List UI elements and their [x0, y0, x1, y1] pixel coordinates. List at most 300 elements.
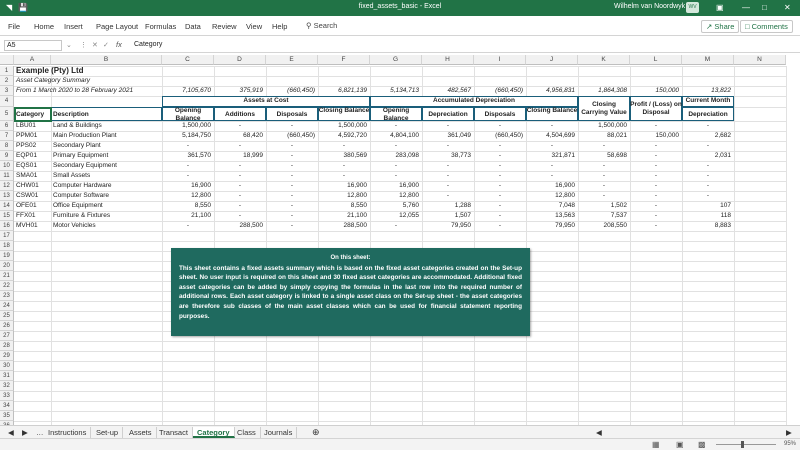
page-break-view-icon[interactable]: ▩ [698, 440, 706, 449]
category-code[interactable]: PPS02 [16, 142, 37, 149]
total-cell: 5,134,713 [390, 87, 419, 94]
tab-home[interactable]: Home [34, 22, 55, 31]
value-cell[interactable]: 1,500,000 [338, 122, 367, 129]
value-cell[interactable]: - [290, 182, 294, 189]
value-cell[interactable]: 79,950 [451, 222, 471, 229]
value-cell[interactable]: - [498, 212, 502, 219]
note-title: On this sheet: [330, 255, 371, 261]
value-cell[interactable]: 107 [720, 202, 731, 209]
column-title: Disposals [276, 111, 308, 118]
value-cell[interactable]: - [290, 192, 294, 199]
value-cell[interactable]: - [654, 172, 658, 179]
row-header[interactable]: 9 [0, 151, 14, 161]
column-header[interactable]: A [14, 55, 51, 65]
row-header[interactable]: 4 [0, 96, 14, 107]
row-header[interactable]: 7 [0, 131, 14, 141]
tab-file[interactable]: File [8, 22, 21, 31]
column-title: Closing Balance [526, 107, 578, 114]
category-description[interactable]: Secondary Equipment [53, 162, 117, 169]
value-cell[interactable]: - [654, 212, 658, 219]
column-title: Depreciation [688, 111, 728, 118]
value-cell[interactable]: - [446, 172, 450, 179]
value-cell[interactable]: 380,569 [343, 152, 367, 159]
more-sheets-icon[interactable]: … [36, 428, 44, 437]
column-header[interactable]: E [266, 55, 318, 65]
category-code[interactable]: FFX01 [16, 212, 36, 219]
value-cell[interactable]: 2,682 [714, 132, 731, 139]
value-cell[interactable]: 58,698 [607, 152, 627, 159]
value-cell[interactable]: - [550, 162, 554, 169]
value-cell[interactable]: 208,550 [603, 222, 627, 229]
total-cell: (660,450) [495, 87, 523, 94]
value-cell[interactable]: 38,773 [451, 152, 471, 159]
column-title: Additions [225, 111, 255, 118]
value-cell[interactable]: - [654, 202, 658, 209]
row-header[interactable]: 13 [0, 191, 14, 201]
value-cell[interactable]: - [238, 122, 242, 129]
value-cell[interactable]: 8,550 [194, 202, 211, 209]
value-cell[interactable]: - [446, 142, 450, 149]
value-cell[interactable]: - [238, 172, 242, 179]
value-cell[interactable]: - [706, 162, 710, 169]
category-code[interactable]: CSW01 [16, 192, 39, 199]
value-cell[interactable]: 7,048 [558, 202, 575, 209]
value-cell[interactable]: - [290, 172, 294, 179]
zoom-slider-thumb[interactable] [741, 441, 744, 448]
row-header[interactable]: 17 [0, 231, 14, 241]
tab-view[interactable]: View [246, 22, 263, 31]
value-cell[interactable]: 18,999 [243, 152, 263, 159]
comments-button[interactable] [740, 20, 793, 33]
value-cell[interactable]: 16,900 [347, 182, 367, 189]
value-cell[interactable]: 5,184,750 [182, 132, 211, 139]
tab-journals[interactable]: Journals [260, 427, 297, 438]
value-cell[interactable]: 1,500,000 [182, 122, 211, 129]
value-cell[interactable]: - [290, 202, 294, 209]
value-cell[interactable]: - [550, 142, 554, 149]
value-cell[interactable]: 4,504,699 [546, 132, 575, 139]
value-cell[interactable]: - [498, 122, 502, 129]
tab-instructions[interactable]: Instructions [44, 427, 91, 438]
row-header[interactable]: 35 [0, 411, 14, 421]
row-header[interactable]: 2 [0, 76, 14, 86]
value-cell[interactable]: - [342, 142, 346, 149]
row-header[interactable]: 14 [0, 201, 14, 211]
tab-page-layout[interactable]: Page Layout [96, 22, 139, 31]
value-cell[interactable]: - [498, 222, 502, 229]
value-cell[interactable]: 321,871 [551, 152, 575, 159]
total-cell: 4,956,831 [546, 87, 575, 94]
column-header[interactable]: J [526, 55, 578, 65]
value-cell[interactable]: - [550, 122, 554, 129]
note-body: This sheet contains a fixed assets summary which is based on the fixed asset categories created on the Set-up sheet. No user input is required on this sheet and 30 fixed asset categories are accommodated. Additional fixed asset categories can be added by simply copying the formulas in the last row into the required number of additional rows. Each asset category is linked to a single asset class on the Set-up sheet - the asset categories are therefore sub classes of the main asset classes which can be used for financial statement reporting purposes. [179, 264, 522, 320]
gridline [14, 341, 786, 342]
value-cell[interactable]: - [446, 192, 450, 199]
save-icon[interactable]: 💾 [18, 3, 28, 12]
info-note [171, 248, 530, 336]
category-description[interactable]: Main Production Plant [53, 132, 117, 139]
row-header[interactable]: 29 [0, 351, 14, 361]
value-cell[interactable]: 8,550 [350, 202, 367, 209]
category-description[interactable]: Secondary Plant [53, 142, 101, 149]
value-cell[interactable]: 8,883 [714, 222, 731, 229]
value-cell[interactable]: - [654, 162, 658, 169]
category-code[interactable]: PPM01 [16, 132, 38, 139]
value-cell[interactable]: - [498, 192, 502, 199]
value-cell[interactable]: (660,450) [495, 132, 523, 139]
column-title: Description [53, 111, 89, 118]
value-cell[interactable]: - [706, 142, 710, 149]
category-code[interactable]: LBU01 [16, 122, 36, 129]
ribbon [0, 16, 800, 36]
column-title: Closing Balance [318, 107, 370, 114]
value-cell[interactable]: - [238, 142, 242, 149]
value-cell[interactable]: - [186, 172, 190, 179]
value-cell[interactable]: - [654, 142, 658, 149]
value-cell[interactable]: - [394, 122, 398, 129]
tab-data[interactable]: Data [185, 22, 201, 31]
sheet-tabs [0, 425, 800, 438]
value-cell[interactable]: - [186, 162, 190, 169]
scroll-right-icon[interactable]: ▶ [786, 428, 792, 437]
column-header[interactable]: B [51, 55, 162, 65]
row-header[interactable]: 33 [0, 391, 14, 401]
row-header[interactable]: 26 [0, 321, 14, 331]
category-code[interactable]: EQS01 [16, 162, 37, 169]
column-title: Opening Balance [382, 107, 410, 122]
column-title: Depreciation [428, 111, 468, 118]
column-header[interactable]: C [162, 55, 214, 65]
row-header[interactable]: 12 [0, 181, 14, 191]
row-header[interactable]: 19 [0, 251, 14, 261]
user-name: Wilhelm van Noordwyk [614, 3, 686, 10]
column-header[interactable]: L [630, 55, 682, 65]
value-cell[interactable]: - [290, 152, 294, 159]
value-cell[interactable]: - [706, 192, 710, 199]
column-header[interactable]: I [474, 55, 526, 65]
category-description[interactable]: Primary Equipment [53, 152, 109, 159]
value-cell[interactable]: - [602, 142, 606, 149]
value-cell[interactable]: - [602, 192, 606, 199]
column-header[interactable]: G [370, 55, 422, 65]
cancel-icon[interactable]: ✕ [92, 42, 98, 49]
value-cell[interactable]: 361,049 [447, 132, 471, 139]
maximize-icon[interactable]: □ [762, 3, 767, 12]
category-code[interactable]: MVH01 [16, 222, 38, 229]
value-cell[interactable]: 4,592,720 [338, 132, 367, 139]
select-all[interactable] [0, 55, 14, 65]
category-description[interactable]: Land & Buildings [53, 122, 102, 129]
category-code[interactable]: OFE01 [16, 202, 37, 209]
value-cell[interactable]: - [446, 122, 450, 129]
gridline [14, 411, 786, 412]
value-cell[interactable]: 4,804,100 [390, 132, 419, 139]
gridline [786, 66, 787, 431]
value-cell[interactable]: - [290, 142, 294, 149]
share-button[interactable] [701, 20, 739, 33]
total-cell: (660,450) [287, 87, 315, 94]
value-cell[interactable]: - [706, 122, 710, 129]
sheet-subtitle: Asset Category Summary [16, 77, 91, 84]
tab-transact[interactable]: Transact [155, 427, 193, 438]
value-cell[interactable]: - [550, 172, 554, 179]
value-cell[interactable]: 12,800 [347, 192, 367, 199]
tab-class[interactable]: Class [233, 427, 261, 438]
value-cell[interactable]: 288,500 [343, 222, 367, 229]
category-description[interactable]: Computer Hardware [53, 182, 112, 189]
value-cell[interactable]: - [602, 162, 606, 169]
row-header[interactable]: 11 [0, 171, 14, 181]
column-header[interactable]: H [422, 55, 474, 65]
category-description[interactable]: Computer Software [53, 192, 109, 199]
row-header[interactable]: 16 [0, 221, 14, 231]
value-cell[interactable]: 7,537 [610, 212, 627, 219]
total-cell: 375,919 [239, 87, 263, 94]
tab-set-up[interactable]: Set-up [92, 427, 123, 438]
gridline [14, 381, 786, 382]
value-cell[interactable]: 16,900 [555, 182, 575, 189]
gridline [14, 231, 786, 232]
profit-loss-label: Profit / (Loss) on Disposal [630, 101, 682, 116]
gridline [14, 401, 786, 402]
value-cell[interactable]: - [706, 172, 710, 179]
title-bar [0, 0, 800, 16]
gridline [14, 66, 786, 67]
value-cell[interactable]: - [342, 172, 346, 179]
row-header[interactable]: 20 [0, 261, 14, 271]
value-cell[interactable]: 12,800 [555, 192, 575, 199]
row-header[interactable]: 6 [0, 121, 14, 131]
value-cell[interactable]: 21,100 [347, 212, 367, 219]
value-cell[interactable]: - [186, 142, 190, 149]
row-header[interactable]: 28 [0, 341, 14, 351]
row-header[interactable]: 23 [0, 291, 14, 301]
total-cell: 150,000 [655, 87, 679, 94]
gridline [14, 421, 786, 422]
column-header[interactable]: K [578, 55, 630, 65]
company-name: Example (Pty) Ltd [16, 66, 84, 75]
formula-input[interactable]: Category [134, 41, 163, 48]
value-cell[interactable]: - [394, 222, 398, 229]
category-code[interactable]: EQP01 [16, 152, 37, 159]
value-cell[interactable]: - [654, 122, 658, 129]
status-bar [0, 438, 800, 450]
row-header[interactable]: 30 [0, 361, 14, 371]
value-cell[interactable]: 16,900 [399, 182, 419, 189]
tab-category[interactable]: Category [193, 427, 235, 438]
value-cell[interactable]: 12,800 [399, 192, 419, 199]
total-cell: 13,822 [711, 87, 731, 94]
total-cell: 482,567 [447, 87, 471, 94]
value-cell[interactable]: 5,760 [402, 202, 419, 209]
share-label: Share [714, 22, 735, 31]
category-description[interactable]: Furniture & Fixtures [53, 212, 111, 219]
row-header[interactable]: 25 [0, 311, 14, 321]
value-cell[interactable]: 1,500,000 [598, 122, 627, 129]
closing-carrying-value-label: Closing Carrying Value [581, 101, 627, 116]
value-cell[interactable]: 13,563 [555, 212, 575, 219]
row-header[interactable]: 5 [0, 107, 14, 121]
column-header[interactable]: D [214, 55, 266, 65]
tab-assets[interactable]: Assets [125, 427, 157, 438]
window-title: fixed_assets_basic - Excel [358, 3, 442, 10]
gridline [14, 391, 786, 392]
tab-insert[interactable]: Insert [64, 22, 83, 31]
value-cell[interactable]: - [394, 142, 398, 149]
value-cell[interactable]: - [238, 192, 242, 199]
tab-review[interactable]: Review [212, 22, 237, 31]
value-cell[interactable]: 283,098 [395, 152, 419, 159]
search-icon: ⚲ [306, 21, 312, 30]
value-cell[interactable]: - [498, 182, 502, 189]
category-description[interactable]: Small Assets [53, 172, 91, 179]
column-header[interactable]: F [318, 55, 370, 65]
value-cell[interactable]: - [654, 152, 658, 159]
gridline [14, 351, 786, 352]
avatar[interactable]: WV [686, 2, 699, 13]
accumulated-depreciation-label: Accumulated Depreciation [433, 97, 515, 104]
zoom-slider[interactable] [716, 444, 776, 445]
value-cell[interactable]: 21,100 [191, 212, 211, 219]
value-cell[interactable]: - [290, 122, 294, 129]
value-cell[interactable]: 288,500 [239, 222, 263, 229]
value-cell[interactable]: 118 [720, 212, 731, 219]
add-sheet-icon[interactable]: ⊕ [312, 427, 320, 437]
value-cell[interactable]: (660,450) [287, 132, 315, 139]
value-cell[interactable]: - [706, 182, 710, 189]
search-label: Search [313, 21, 338, 30]
value-cell[interactable]: - [238, 202, 242, 209]
value-cell[interactable]: 88,021 [607, 132, 627, 139]
category-description[interactable]: Motor Vehicles [53, 222, 96, 229]
value-cell[interactable]: 12,800 [191, 192, 211, 199]
value-cell[interactable]: - [186, 222, 190, 229]
value-cell[interactable]: - [602, 172, 606, 179]
column-header[interactable]: N [734, 55, 786, 65]
normal-view-icon[interactable]: ▦ [652, 440, 660, 449]
current-month-label: Current Month [685, 97, 731, 104]
column-title: Disposals [484, 111, 516, 118]
value-cell[interactable]: - [290, 222, 294, 229]
scroll-left-icon[interactable]: ◀ [596, 428, 602, 437]
row-header[interactable]: 8 [0, 141, 14, 151]
value-cell[interactable]: 361,570 [187, 152, 211, 159]
value-cell[interactable]: - [290, 162, 294, 169]
zoom-level[interactable]: 95% [784, 441, 797, 447]
formula-bar [0, 38, 800, 53]
fx-icon[interactable]: fx [116, 40, 122, 49]
value-cell[interactable]: - [602, 182, 606, 189]
page-layout-view-icon[interactable]: ▣ [676, 440, 684, 449]
value-cell[interactable]: - [394, 162, 398, 169]
value-cell[interactable]: - [394, 172, 398, 179]
gridline [14, 371, 786, 372]
selected-cell [14, 107, 52, 122]
more-icon[interactable]: ⋮ [80, 42, 87, 49]
enter-icon[interactable]: ✓ [103, 42, 109, 49]
comments-label: Comments [751, 22, 788, 31]
value-cell[interactable]: - [446, 162, 450, 169]
period-label: From 1 March 2020 to 28 February 2021 [16, 87, 134, 94]
value-cell[interactable]: 1,507 [454, 212, 471, 219]
row-header[interactable]: 10 [0, 161, 14, 171]
minimize-icon[interactable]: — [742, 3, 750, 12]
value-cell[interactable]: 16,900 [191, 182, 211, 189]
value-cell[interactable]: 12,055 [399, 212, 419, 219]
total-cell: 1,864,308 [598, 87, 627, 94]
gridline [734, 66, 735, 431]
value-cell[interactable]: 1,502 [610, 202, 627, 209]
row-header[interactable]: 27 [0, 331, 14, 341]
tab-help[interactable]: Help [272, 22, 288, 31]
search-box[interactable] [306, 21, 337, 30]
row-header[interactable]: 18 [0, 241, 14, 251]
row-header[interactable]: 1 [0, 66, 14, 76]
row-header[interactable]: 31 [0, 371, 14, 381]
value-cell[interactable]: - [498, 142, 502, 149]
row-header[interactable]: 34 [0, 401, 14, 411]
row-header[interactable]: 24 [0, 301, 14, 311]
category-description[interactable]: Office Equipment [53, 202, 103, 209]
tab-formulas[interactable]: Formulas [145, 22, 177, 31]
share-icon: ↗ [706, 22, 713, 31]
value-cell[interactable]: - [446, 182, 450, 189]
autosave-icon[interactable]: ◥ [6, 3, 13, 12]
close-icon[interactable]: ✕ [784, 3, 791, 12]
value-cell[interactable]: - [290, 212, 294, 219]
row-header[interactable]: 32 [0, 381, 14, 391]
value-cell[interactable]: - [654, 222, 658, 229]
column-title: Opening Balance [174, 107, 202, 122]
prev-sheet-icon[interactable]: ◀ [8, 428, 14, 437]
row-header[interactable]: 3 [0, 86, 14, 96]
name-box[interactable]: A5 [4, 40, 62, 51]
column-header[interactable]: M [682, 55, 734, 65]
value-cell[interactable]: - [654, 182, 658, 189]
value-cell[interactable]: 2,031 [714, 152, 731, 159]
value-cell[interactable]: 79,950 [555, 222, 575, 229]
value-cell[interactable]: - [654, 192, 658, 199]
category-code[interactable]: SMA01 [16, 172, 38, 179]
value-cell[interactable]: - [498, 152, 502, 159]
value-cell[interactable]: 68,420 [243, 132, 263, 139]
value-cell[interactable]: - [342, 162, 346, 169]
chevron-down-icon[interactable]: ⌄ [66, 42, 72, 49]
value-cell[interactable]: 150,000 [655, 132, 679, 139]
gridline [14, 76, 786, 77]
next-sheet-icon[interactable]: ▶ [22, 428, 28, 437]
assets-at-cost-label: Assets at Cost [243, 97, 289, 104]
row-header[interactable]: 21 [0, 271, 14, 281]
category-code[interactable]: CHW01 [16, 182, 39, 189]
value-cell[interactable]: - [238, 182, 242, 189]
total-cell: 7,105,670 [182, 87, 211, 94]
value-cell[interactable]: - [238, 212, 242, 219]
total-cell: 6,821,139 [338, 87, 367, 94]
value-cell[interactable]: - [498, 162, 502, 169]
row-header[interactable]: 15 [0, 211, 14, 221]
value-cell[interactable]: 1,288 [454, 202, 471, 209]
gridline [14, 241, 786, 242]
value-cell[interactable]: - [498, 172, 502, 179]
column-title: Category [16, 111, 45, 118]
ribbon-display-icon[interactable]: ▣ [716, 3, 724, 12]
value-cell[interactable]: - [238, 162, 242, 169]
value-cell[interactable]: - [498, 202, 502, 209]
row-header[interactable]: 22 [0, 281, 14, 291]
comment-icon: □ [745, 22, 750, 31]
gridline [14, 361, 786, 362]
